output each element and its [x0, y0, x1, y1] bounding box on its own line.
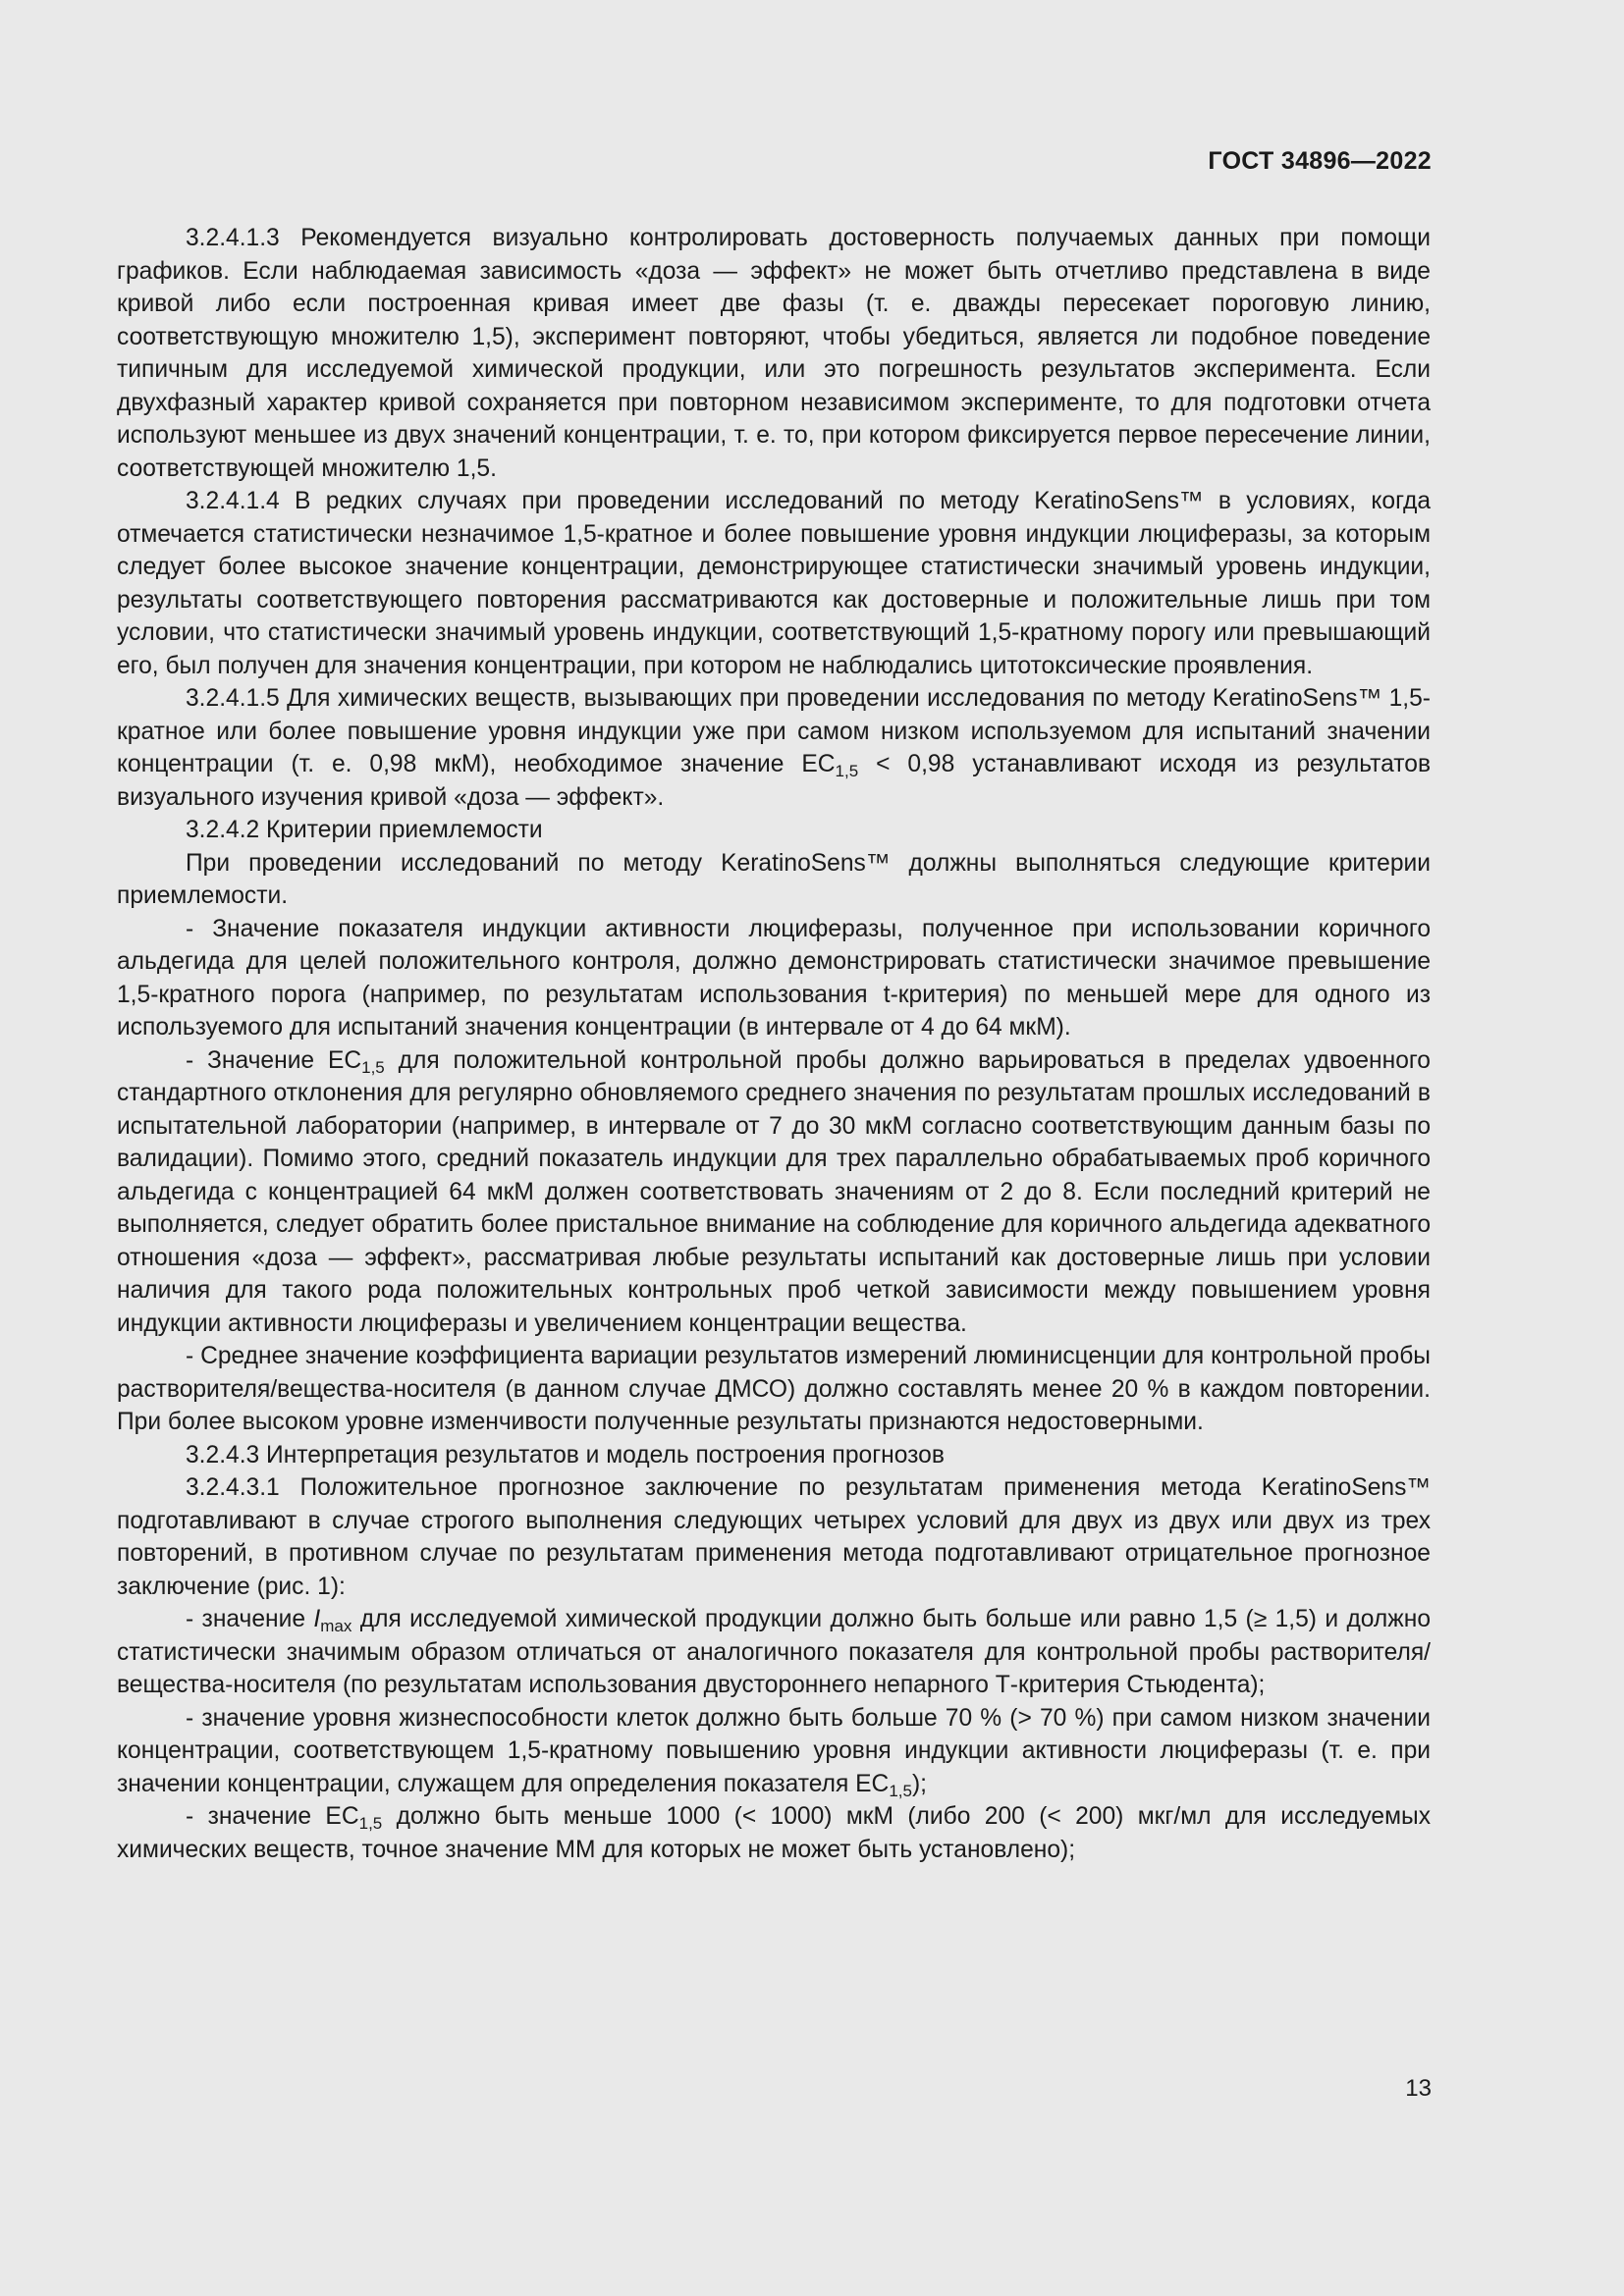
text-run: 3.2.4.1.5 Для химических веществ, вызывающих при проведении исследования по методу KeratinoSens™ 1,5-кратное или более повышение уровня индукции уже при самом низком используемом для испытаний значении концентрации (т. е. 0,98 мкМ), необходимое значение EC [117, 685, 1431, 777]
list-item-variation-coefficient: - Среднее значение коэффициента вариации результатов измерений люминисценции для контрольной пробы растворителя/вещества-носителя (в данном случае ДМСО) должно составлять менее 20 % в каждом повторении. При более высоком уровне изменчивости полученные результаты признаются недостоверными. [117, 1343, 1431, 1435]
heading-3-2-4-2: 3.2.4.2 Критерии приемлемости [186, 817, 543, 843]
text-run: < 0,98 устанавливают исходя из результатов визуального изучения кривой «доза — эффект». [117, 751, 1432, 811]
paragraph-acceptance-intro: При проведении исследований по методу KeratinoSens™ должны выполняться следующие критерии приемлемости. [117, 849, 1431, 909]
subscript: 1,5 [889, 1781, 912, 1800]
subscript: max [320, 1617, 352, 1635]
subscript: 1,5 [361, 1057, 385, 1077]
list-item-positive-control: - Значение показателя индукции активности люциферазы, полученное при использовании коричного альдегида для целей положительного контроля, должно демонстрировать статистически значимое превышение 1,5-кратного порога (например, по результатам использования t-критерия) по меньшей мере для одного из используемого для испытаний значения концентрации (в интервале от 4 до 64 мкМ). [117, 915, 1431, 1041]
text-run: ); [911, 1770, 927, 1797]
paragraph-3-2-4-1-5 [117, 682, 1431, 814]
paragraph-3-2-4-1-4: 3.2.4.1.4 В редких случаях при проведении исследований по методу KeratinoSens™ в условиях, когда отмечается статистически незначимое 1,5-кратное и более повышение уровня индукции люциферазы, за которым следует более высокое значение концентрации, демонстрирующее статистически значимый уровень индукции, результаты соответствующего повторения рассматриваются как достоверные и положительные лишь при том условии, что статистически значимый уровень индукции, соответствующий 1,5-кратному порогу или превышающий его, был получен для значения концентрации, при котором не наблюдались цитотоксические проявления. [117, 488, 1431, 679]
heading-3-2-4-3: 3.2.4.3 Интерпретация результатов и модель построения прогнозов [186, 1441, 945, 1468]
text-run: - значение уровня жизнеспособности клеток должно быть больше 70 % (> 70 %) при самом низком значении концентрации, соответствующем 1,5-кратному повышению уровня индукции активности люциферазы (т. е. при значении концентрации, служащем для определения показателя EC [117, 1704, 1431, 1797]
list-item-imax [117, 1603, 1431, 1702]
text-run: для положительной контрольной пробы должно варьироваться в пределах удвоенного стандартного отклонения для регулярно обновляемого среднего значения по результатам прошлых исследований в испытательной лаборатории (например, в интервале от 7 до 30 мкМ согласно соответствующим данным базы по валидации). Помимо этого, средний показатель индукции для трех параллельно обрабатываемых проб коричного альдегида с концентрацией 64 мкМ должен соответствовать значениям от 2 до 8. Если последний критерий не выполняется, следует обратить более пристальное внимание на соблюдение для коричного альдегида адекватного отношения «доза — эффект», рассматривая любые результаты испытаний как достоверные лишь при условии наличия для такого рода положительных контрольных проб четкой зависимости между повышением уровня индукции активности люциферазы и увеличением концентрации вещества. [117, 1046, 1431, 1337]
text-run: - значение EC [186, 1803, 359, 1830]
list-item-ec15-threshold [117, 1800, 1431, 1866]
page-number: 13 [1405, 2075, 1432, 2102]
paragraph-3-2-4-1-3: 3.2.4.1.3 Рекомендуется визуально контролировать достоверность получаемых данных при помощи графиков. Если наблюдаемая зависимость «доза — эффект» не может быть отчетливо представлена в виде кривой либо если построенная кривая имеет две фазы (т. е. дважды пересекает пороговую линию, соответствующую множителю 1,5), эксперимент повторяют, чтобы убедиться, является ли подобное поведение типичным для исследуемой химической продукции, или это погрешность результатов эксперимента. Если двухфазный характер кривой сохраняется при повторном независимом эксперименте, то для подготовки отчета используют меньшее из двух значений концентрации, т. е. то, при котором фиксируется первое пересечение линии, соответствующей множителю 1,5. [117, 225, 1431, 482]
text-run: для исследуемой химической продукции должно быть больше или равно 1,5 (≥ 1,5) и должно статистически значимым образом отличаться от аналогичного показателя для контрольной пробы растворителя/вещества-носителя (по результатам использования двустороннего непарного Т-критерия Стьюдента); [117, 1606, 1431, 1698]
text-run: должно быть меньше 1000 (< 1000) мкМ (либо 200 (< 200) мкг/мл для исследуемых химических веществ, точное значение ММ для которых не может быть установлено); [117, 1803, 1431, 1863]
subscript: 1,5 [358, 1814, 383, 1833]
list-item-ec15-control [117, 1044, 1431, 1341]
list-item-viability [117, 1702, 1431, 1801]
italic-symbol: I [313, 1606, 321, 1632]
document-body [117, 222, 1431, 1866]
subscript: 1,5 [835, 762, 859, 780]
text-run: - значение [186, 1606, 314, 1632]
text-run: - Значение EC [186, 1046, 362, 1074]
document-code-header: ГОСТ 34896—2022 [1208, 147, 1432, 175]
paragraph-3-2-4-3-1: 3.2.4.3.1 Положительное прогнозное заключение по результатам применения метода KeratinoSens™ подготавливают в случае строгого выполнения следующих четырех условий для двух из двух или двух из трех повторений, в противном случае по результатам применения метода подготавливают отрицательное прогнозное заключение (рис. 1): [117, 1474, 1431, 1600]
